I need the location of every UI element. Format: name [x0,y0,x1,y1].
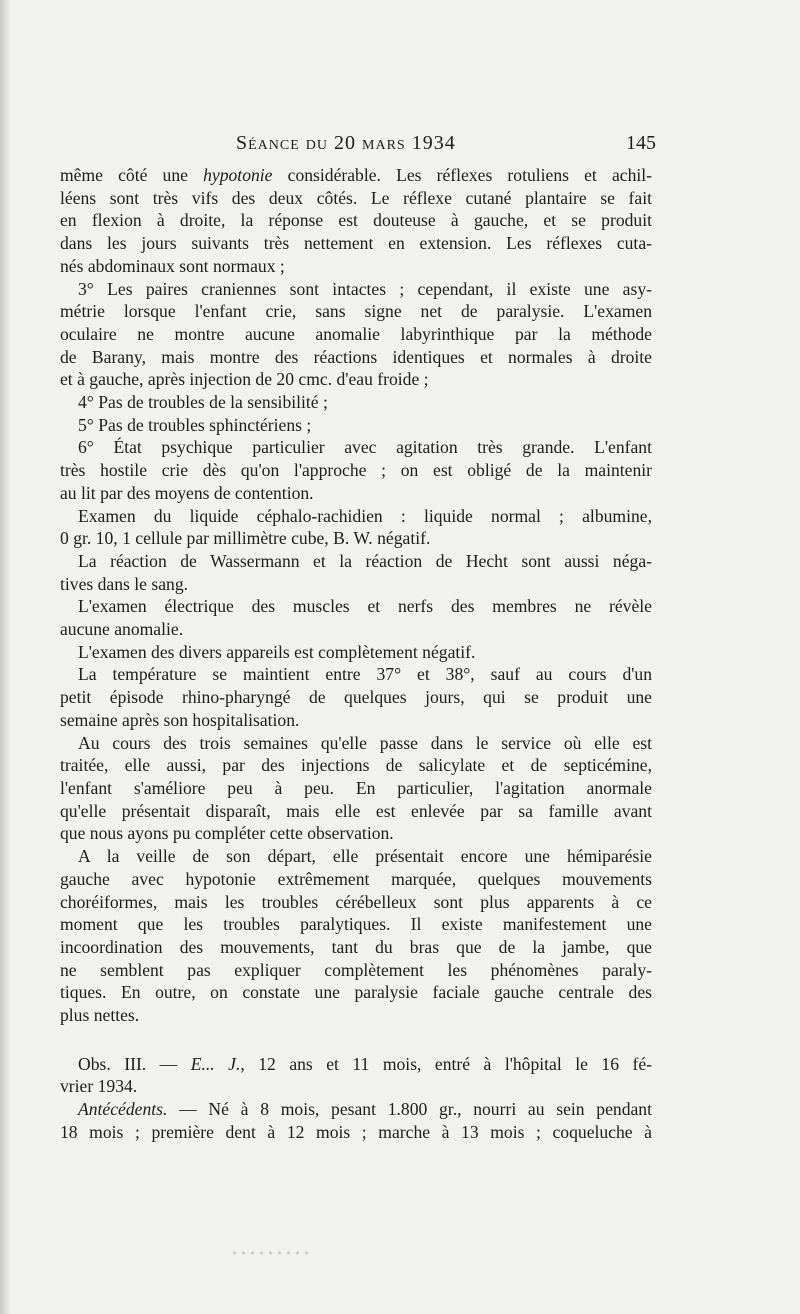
text-line: tives dans le sang. [60,573,189,594]
text-line: choréiformes, mais les troubles cérébelleux sont plus apparents à ce [60,891,652,912]
page-number: 145 [626,132,656,154]
text-run: , 12 ans et 11 mois, entré à l'hôpital le 16 fé- [240,1053,652,1074]
text-line: dans les jours suivants très nettement en extension. Les réflexes cuta- [60,233,652,254]
text-line [60,1098,652,1121]
body-text [60,164,652,1144]
text-line [60,1053,652,1076]
text-run: même côté une [60,165,204,185]
text-line: 0 gr. 10, 1 cellule par millimètre cube, B. W. négatif. [60,528,431,549]
text-line: métrie lorsque l'enfant crie, sans signe net de paralysie. L'examen [60,301,652,322]
running-head: Séance du 20 mars 1934 [236,132,456,154]
text-line: L'examen des divers appareils est complètement négatif. [78,641,476,662]
text-line: 5° Pas de troubles sphinctériens ; [78,414,312,435]
text-line: Au cours des trois semaines qu'elle passe dans le service où elle est [78,732,652,753]
text-line: La température se maintient entre 37° et 38°, sauf au cours d'un [78,664,652,685]
paragraph-gap [60,1027,652,1053]
text-line: au lit par des moyens de contention. [60,482,314,503]
text-line: l'enfant s'améliore peu à peu. En particulier, l'agitation anormale [60,777,652,798]
text-run: considérable. Les réflexes rotuliens et achil- [272,165,653,185]
text-line: aucune anomalie. [60,619,184,640]
text-line: que nous ayons pu compléter cette observation. [60,823,394,844]
text-line: 4° Pas de troubles de la sensibilité ; [78,392,328,413]
text-line: léens sont très vifs des deux côtés. Le réflexe cutané plantaire se fait [60,187,652,208]
text-line: La réaction de Wassermann et la réaction de Hecht sont aussi néga- [78,550,652,571]
italic-term: hypotonie [203,165,273,185]
text-line: très hostile crie dès qu'on l'approche ; on est obligé de la maintenir [60,460,652,481]
text-line: A la veille de son départ, elle présentait encore une hémiparésie [78,846,652,867]
text-line: de Barany, mais montre des réactions identiques et normales à droite [60,346,652,367]
text-line: tiques. En outre, on constate une paralysie faciale gauche centrale des [60,982,652,1003]
text-line: Examen du liquide céphalo-rachidien : liquide normal ; albumine, [78,505,652,526]
text-run: Obs. III. — [78,1053,191,1074]
text-line: plus nettes. [60,1005,140,1026]
text-line: vrier 1934. [60,1076,138,1097]
text-line: qu'elle présentait disparaît, mais elle est enlevée par sa famille avant [60,800,652,821]
text-line: 3° Les paires craniennes sont intactes ; cependant, il existe une asy- [78,278,652,299]
paper-speck [230,1250,310,1256]
text-line: petit épisode rhino-pharyngé de quelques jours, qui se produit une [60,687,652,708]
text-line: moment que les troubles paralytiques. Il existe manifestement une [60,914,652,935]
text-line: traitée, elle aussi, par des injections de salicylate et de septicémine, [60,755,652,776]
text-line: oculaire ne montre aucune anomalie labyrinthique par la méthode [60,323,652,344]
text-line: 6° État psychique particulier avec agitation très grande. L'enfant [78,437,652,458]
page-edge-shadow [0,0,10,1314]
text-run: — Né à 8 mois, pesant 1.800 gr., nourri au sein pendant [167,1099,652,1120]
italic-term: E... J. [190,1053,241,1074]
text-line: incoordination des mouvements, tant du bras que de la jambe, que [60,936,652,957]
text-line: ne semblent pas expliquer complètement les phénomènes paraly- [60,959,652,980]
text-line: 18 mois ; première dent à 12 mois ; marche à 13 mois ; coqueluche à [60,1121,652,1142]
text-line: L'examen électrique des muscles et nerfs des membres ne révèle [78,596,652,617]
text-line [60,164,652,187]
text-line: gauche avec hypotonie extrêmement marquée, quelques mouvements [60,868,652,889]
italic-term: Antécédents. [78,1099,168,1120]
page-header [236,128,656,162]
text-line: en flexion à droite, la réponse est douteuse à gauche, et se produit [60,210,652,231]
text-line: nés abdominaux sont normaux ; [60,255,285,276]
text-line: et à gauche, après injection de 20 cmc. d'eau froide ; [60,369,429,390]
text-line: semaine après son hospitalisation. [60,709,300,730]
